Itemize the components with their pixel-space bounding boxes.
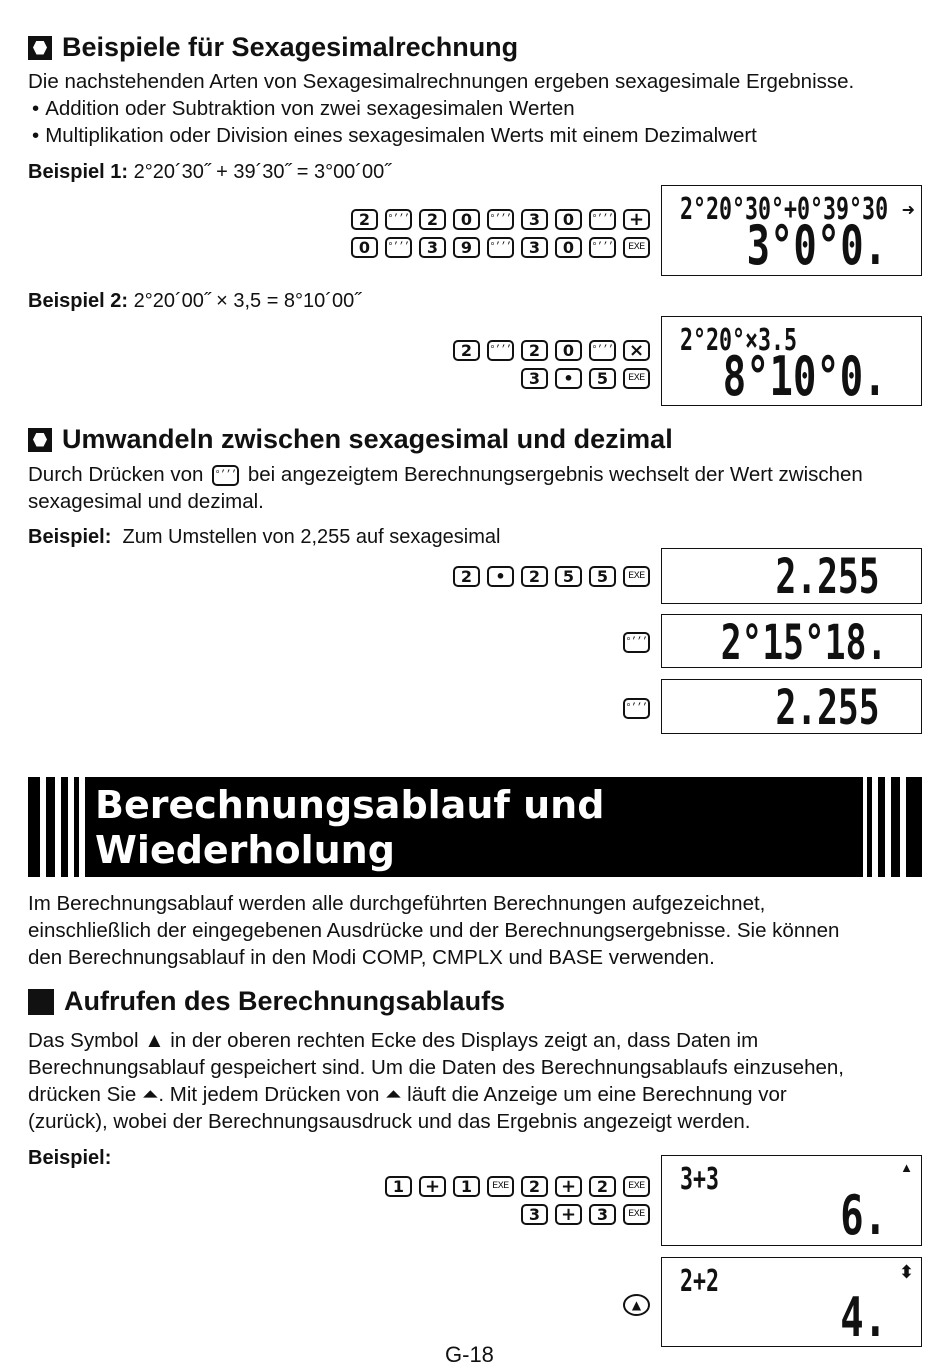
intro-text: bei angezeigtem Berechnungsergebnis wechselt der Wert zwischen [247, 463, 863, 486]
key-sequence-row [385, 1176, 650, 1197]
calculator-display [661, 1155, 922, 1246]
chapter-banner [28, 777, 922, 877]
example-label [28, 1147, 111, 1170]
key-exe[interactable]: EXE [487, 1176, 514, 1197]
key-3[interactable]: 3 [521, 237, 548, 258]
banner-stripe [61, 777, 68, 877]
up-arrow-key[interactable]: ▲ [623, 1294, 650, 1316]
display-result: 3°0°0. [746, 214, 887, 277]
key-2[interactable]: 2 [521, 566, 548, 587]
key-2[interactable]: 2 [453, 340, 480, 361]
banner-stripe [867, 777, 872, 877]
section2-intro-line [28, 461, 863, 488]
section3-intro-line: den Berechnungsablauf in den Modi COMP, CMPLX und BASE verwenden. [28, 946, 715, 969]
section3-body-line: drücken Sie ⏶. Mit jedem Drücken von ⏶ läuft die Anzeige um eine Berechnung vor [28, 1083, 787, 1106]
display-result: 2.255 [774, 680, 879, 736]
calculator-display [661, 614, 922, 671]
key-3[interactable]: 3 [521, 1204, 548, 1225]
history-up-indicator-icon: ▲ [900, 1160, 913, 1175]
key-sequence-row [521, 368, 650, 389]
display-expression: 2°20°30°+0°39°30 [680, 192, 889, 227]
key-dms: °’’’ [212, 465, 239, 486]
key-5[interactable]: 5 [589, 566, 616, 587]
banner-stripe [46, 777, 55, 877]
page-number: G-18 [445, 1342, 494, 1367]
bullet-item: • Multiplikation oder Division eines sexagesimalen Werts mit einem Dezimalwert [32, 122, 757, 149]
key-dms[interactable]: °’’’ [385, 237, 412, 258]
heading-text: Beispiele für Sexagesimalrechnung [62, 32, 519, 62]
key-dms[interactable]: °’’’ [487, 340, 514, 361]
key-0[interactable]: 0 [555, 340, 582, 361]
key-sequence-row [453, 340, 650, 361]
display-result: 2°15°18. [720, 615, 887, 671]
display-result: 4. [840, 1286, 887, 1349]
banner-stripe [878, 777, 885, 877]
key-1[interactable]: 1 [385, 1176, 412, 1197]
key-2[interactable]: 2 [419, 209, 446, 230]
display-result: 6. [840, 1184, 887, 1247]
key-0[interactable]: 0 [453, 209, 480, 230]
display-expression: 2°20°×3.5 [680, 323, 798, 358]
key-5[interactable]: 5 [555, 566, 582, 587]
calculator-display [661, 679, 922, 734]
key-sequence-row [351, 237, 650, 258]
section2-intro-line: sexagesimal und dezimal. [28, 490, 264, 513]
example-text: Zum Umstellen von 2,255 auf sexagesimal [122, 526, 501, 548]
diamond-bullet-icon [28, 36, 52, 60]
key-plus[interactable]: + [419, 1176, 446, 1197]
calculator-display [661, 185, 922, 276]
section-heading-sexagesimal-examples [28, 32, 518, 63]
calculator-display [661, 1257, 922, 1347]
key-1[interactable]: 1 [453, 1176, 480, 1197]
key-sequence-row [623, 1294, 650, 1316]
key-multiply[interactable]: × [623, 340, 650, 361]
calculator-display [661, 548, 922, 604]
display-expression: 3+3 [680, 1162, 720, 1197]
section3-intro-line: einschließlich der eingegebenen Ausdrücke und der Berechnungsergebnisse. Sie können [28, 919, 840, 942]
key-plus[interactable]: + [555, 1176, 582, 1197]
banner-body [85, 777, 863, 877]
example-label [28, 526, 500, 549]
key-dms[interactable]: °’’’ [589, 209, 616, 230]
history-up-down-indicator-icon: ⬍ [898, 1262, 914, 1282]
key-3[interactable]: 3 [419, 237, 446, 258]
key-0[interactable]: 0 [555, 209, 582, 230]
key-0[interactable]: 0 [351, 237, 378, 258]
calculator-display [661, 316, 922, 406]
key-dms[interactable]: °’’’ [589, 237, 616, 258]
section-heading-conversion [28, 424, 673, 455]
example-label-text: Beispiel: [28, 526, 112, 548]
bullet-item: • Addition oder Subtraktion von zwei sexagesimalen Werten [32, 95, 575, 122]
key-sequence-row [521, 1204, 650, 1225]
section3-intro-line: Im Berechnungsablauf werden alle durchgeführten Berechnungen aufgezeichnet, [28, 892, 766, 915]
banner-stripe [891, 777, 900, 877]
key-decimal-point[interactable]: • [555, 368, 582, 389]
key-2[interactable]: 2 [589, 1176, 616, 1197]
key-2[interactable]: 2 [351, 209, 378, 230]
heading-text: Aufrufen des Berechnungsablaufs [64, 986, 506, 1016]
key-3[interactable]: 3 [521, 209, 548, 230]
key-dms[interactable]: °’’’ [623, 698, 650, 719]
key-dms[interactable]: °’’’ [623, 632, 650, 653]
key-exe[interactable]: EXE [623, 237, 650, 258]
key-3[interactable]: 3 [521, 368, 548, 389]
heading-text: Umwandeln zwischen sexagesimal und dezimal [62, 424, 673, 454]
key-exe[interactable]: EXE [623, 1176, 650, 1197]
key-2[interactable]: 2 [453, 566, 480, 587]
example-label-text: Beispiel 2: [28, 290, 129, 312]
section3-body-line: (zurück), wobei der Berechnungsausdruck und das Ergebnis angezeigt werden. [28, 1110, 751, 1133]
key-dms[interactable]: °’’’ [385, 209, 412, 230]
section3-body-line: Das Symbol ▲ in der oberen rechten Ecke des Displays zeigt an, dass Daten im [28, 1029, 759, 1052]
display-expression: 2+2 [680, 1264, 720, 1299]
intro-text: Durch Drücken von [28, 463, 204, 486]
key-2[interactable]: 2 [521, 340, 548, 361]
banner-title-line: Wiederholung [95, 828, 395, 872]
scroll-right-arrow-icon: ➜ [901, 202, 915, 219]
key-exe[interactable]: EXE [623, 566, 650, 587]
banner-stripe [906, 777, 922, 877]
key-plus[interactable]: + [555, 1204, 582, 1225]
banner-title-line: Berechnungsablauf und [95, 783, 605, 827]
example-expression: 2°20´30˝ + 39´30˝ = 3°00´00˝ [133, 161, 391, 183]
display-result: 2.255 [774, 549, 879, 605]
key-exe[interactable]: EXE [623, 1204, 650, 1225]
key-dms[interactable]: °’’’ [487, 209, 514, 230]
diamond-bullet-icon [28, 428, 52, 452]
key-3[interactable]: 3 [589, 1204, 616, 1225]
key-dms[interactable]: °’’’ [589, 340, 616, 361]
key-2[interactable]: 2 [521, 1176, 548, 1197]
key-plus[interactable]: + [623, 209, 650, 230]
key-sequence-row [623, 698, 650, 719]
display-result: 8°10°0. [723, 345, 887, 408]
key-dms[interactable]: °’’’ [487, 237, 514, 258]
example1-label [28, 161, 391, 184]
section1-intro: Die nachstehenden Arten von Sexagesimalrechnungen ergeben sexagesimale Ergebnisse. [28, 70, 855, 93]
section-heading-history [28, 986, 505, 1017]
example2-label [28, 290, 361, 313]
example-label-text: Beispiel: [28, 1147, 112, 1169]
key-5[interactable]: 5 [589, 368, 616, 389]
key-sequence-row [453, 566, 650, 587]
key-sequence-row [351, 209, 650, 230]
key-sequence-row [623, 632, 650, 653]
banner-stripe [74, 777, 79, 877]
banner-stripe [28, 777, 40, 877]
example-label-text: Beispiel 1: [28, 161, 129, 183]
key-decimal-point[interactable]: • [487, 566, 514, 587]
example-expression: 2°20´00˝ × 3,5 = 8°10´00˝ [133, 290, 361, 312]
section3-body-line: Berechnungsablauf gespeichert sind. Um die Daten des Berechnungsablaufs einzusehen, [28, 1056, 844, 1079]
square-bullet-icon [28, 989, 54, 1015]
key-exe[interactable]: EXE [623, 368, 650, 389]
key-9[interactable]: 9 [453, 237, 480, 258]
key-0[interactable]: 0 [555, 237, 582, 258]
